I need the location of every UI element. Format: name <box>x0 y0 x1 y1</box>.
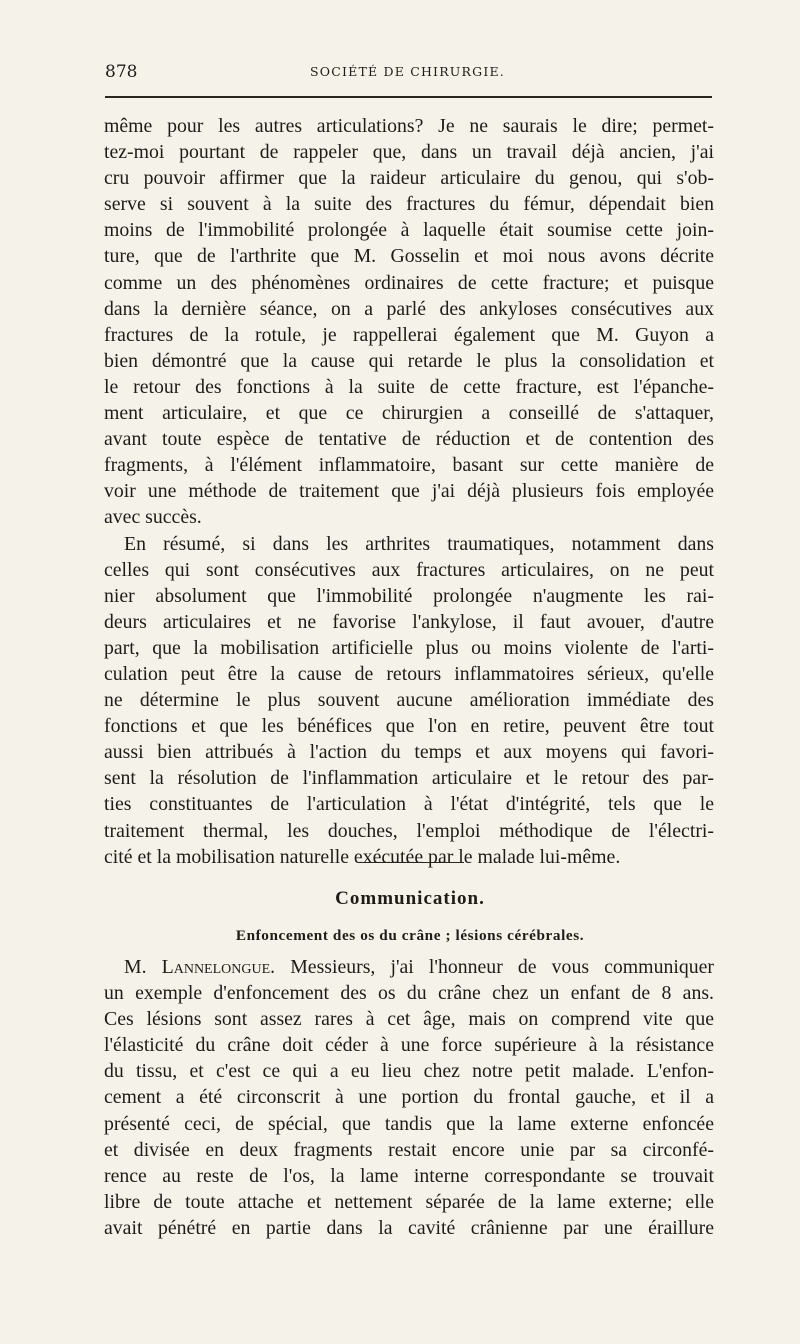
header-rule <box>105 96 712 98</box>
text-line: ture, que de l'arthrite que M. Gosselin et moi nous avons décrite <box>104 245 714 268</box>
text-line: fonctions et que les bénéfices que l'on en retire, peuvent être tout <box>104 715 714 738</box>
text-line: celles qui sont consécutives aux fractures articulaires, on ne peut <box>104 558 714 581</box>
text-line: libre de toute attache et nettement séparée de la lame externe; elle <box>104 1190 714 1213</box>
text-line: cité et la mobilisation naturelle exécutée par le malade lui-même. <box>104 845 621 868</box>
text-line: nier absolument que l'immobilité prolongée n'augmente les rai- <box>104 584 714 607</box>
text-line: rence au reste de l'os, la lame interne correspondante se trouvait <box>104 1164 714 1187</box>
text-line: avait pénétré en partie dans la cavité crânienne par une éraillure <box>104 1216 714 1239</box>
paragraph-summary <box>104 531 714 870</box>
text-line: moins de l'immobilité prolongée à laquelle était soumise cette join- <box>104 219 714 242</box>
text-line: avec succès. <box>104 506 202 529</box>
text-line: comme un des phénomènes ordinaires de cette fracture; et puisque <box>104 271 714 294</box>
text-line: deurs articulaires et ne favorise l'ankylose, il faut avouer, d'autre <box>104 610 714 633</box>
text-line: présenté ceci, de spécial, que tandis que la lame externe enfoncée <box>104 1112 714 1135</box>
speaker-name: Lannelongue <box>161 956 271 978</box>
text-line: l'élasticité du crâne doit céder à une force supérieure à la résistance <box>104 1034 714 1057</box>
text-line: sent la résolution de l'inflammation articulaire et le retour des par- <box>104 767 714 790</box>
text-line: dans la dernière séance, on a parlé des ankyloses consécutives aux <box>104 297 714 320</box>
text-line: tez-moi pourtant de rappeler que, dans un travail déjà ancien, j'ai <box>104 141 714 164</box>
text-line: ties constituantes de l'articulation à l'état d'intégrité, tels que le <box>104 793 714 816</box>
text-line: et divisée en deux fragments restait encore unie par sa circonfé- <box>104 1138 714 1161</box>
page-number: 878 <box>105 62 138 82</box>
text-line: bien démontré que la cause qui retarde le plus la consolidation et <box>104 349 714 372</box>
text-line: En résumé, si dans les arthrites traumatiques, notamment dans <box>124 532 714 555</box>
text-line: part, que la mobilisation artificielle plus ou moins violente de l'arti- <box>104 636 714 659</box>
speaker-prefix: M. <box>124 956 162 978</box>
first-line-rest: . Messieurs, j'ai l'honneur de vous communiquer <box>270 956 714 978</box>
text-line: le retour des fonctions à la suite de cette fracture, est l'épanche- <box>104 375 714 398</box>
text-line: fractures de la rotule, je rappellerai également que M. Guyon a <box>104 323 714 346</box>
text-line: traitement thermal, les douches, l'emploi méthodique de l'électri- <box>104 819 714 842</box>
text-line: un exemple d'enfoncement des os du crâne chez un enfant de 8 ans. <box>104 982 714 1005</box>
section-title: Communication. <box>335 888 485 909</box>
text-line: serve si souvent à la suite des fractures du fémur, dépendait bien <box>104 193 714 216</box>
section-divider <box>358 862 464 863</box>
body-text-top <box>104 113 714 870</box>
paragraph-continuation <box>104 113 714 531</box>
text-line <box>104 954 714 980</box>
text-line: fragments, à l'élément inflammatoire, basant sur cette manière de <box>104 454 714 477</box>
text-line: cru pouvoir affirmer que la raideur articulaire du genou, qui s'ob- <box>104 167 714 190</box>
section-subtitle: Enfoncement des os du crâne ; lésions cérébrales. <box>235 927 585 944</box>
text-line: aussi bien attribués à l'action du temps et aux moyens qui favori- <box>104 741 714 764</box>
text-line: ment articulaire, et que ce chirurgien a conseillé de s'attaquer, <box>104 402 714 425</box>
running-title: SOCIÉTÉ DE CHIRURGIE. <box>310 64 505 79</box>
text-line: du tissu, et c'est ce qui a eu lieu chez notre petit malade. L'enfon- <box>104 1060 714 1083</box>
text-line: avant toute espèce de tentative de réduction et de contention des <box>104 428 714 451</box>
text-line: voir une méthode de traitement que j'ai déjà plusieurs fois employée <box>104 480 714 503</box>
text-line: culation peut être la cause de retours inflammatoires sérieux, qu'elle <box>104 662 714 685</box>
page-header <box>105 62 710 88</box>
text-line: ne détermine le plus souvent aucune amélioration immédiate des <box>104 689 714 712</box>
text-line: cement a été circonscrit à une portion du frontal gauche, et il a <box>104 1086 714 1109</box>
text-line: même pour les autres articulations? Je ne saurais le dire; permet- <box>104 115 714 137</box>
text-line: Ces lésions sont assez rares à cet âge, mais on comprend vite que <box>104 1008 714 1031</box>
body-text-communication <box>104 954 714 1241</box>
